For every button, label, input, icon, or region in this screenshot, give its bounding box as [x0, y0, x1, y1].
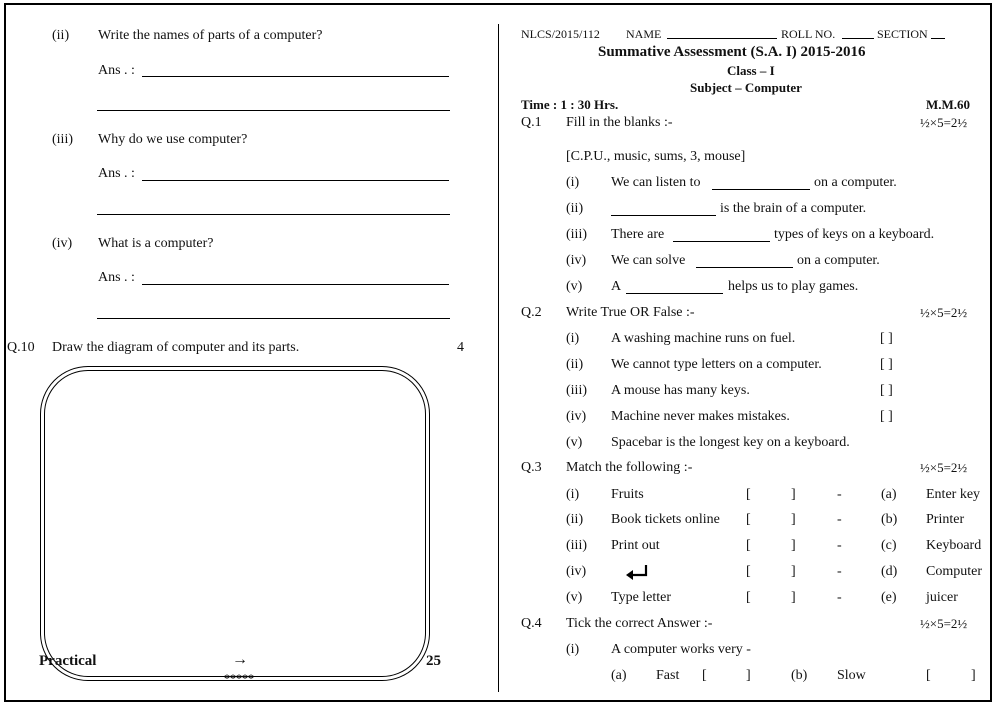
answer-line	[142, 284, 449, 285]
blank-line	[673, 241, 770, 242]
question-number: Q.4	[521, 616, 542, 631]
exam-title: Summative Assessment (S.A. I) 2015-2016	[598, 44, 866, 60]
question-marks: ½×5=2½	[920, 616, 968, 631]
answer-bracket: [ ]	[880, 357, 893, 372]
question-text: Why do we use computer?	[98, 132, 248, 147]
item-number: (v)	[566, 590, 583, 605]
match-right: Keyboard	[926, 538, 982, 553]
blank-text-before: We can listen to	[611, 175, 701, 190]
question-title: Match the following :-	[566, 460, 693, 475]
column-divider	[498, 24, 499, 692]
match-dash: -	[837, 590, 842, 605]
blank-line	[626, 293, 723, 294]
item-number: (iii)	[566, 383, 587, 398]
question-title: Tick the correct Answer :-	[566, 616, 713, 631]
word-bank: [C.P.U., music, sums, 3, mouse]	[566, 149, 746, 164]
blank-text-before: There are	[611, 227, 665, 242]
blank-text-before: We can solve	[611, 253, 686, 268]
answer-label: Ans . :	[98, 270, 135, 285]
blank-text-after: types of keys on a keyboard.	[774, 227, 935, 242]
bracket-open: [	[746, 512, 751, 527]
match-letter: (d)	[881, 564, 898, 579]
question-number: Q.2	[521, 305, 542, 320]
match-dash: -	[837, 512, 842, 527]
option-text: Fast	[656, 668, 680, 683]
blank-line	[712, 189, 810, 190]
drawing-box-inner	[44, 370, 426, 677]
option-letter: (b)	[791, 668, 808, 683]
option-letter: (a)	[611, 668, 627, 683]
item-number: (iv)	[566, 409, 587, 424]
bracket-close: ]	[791, 564, 796, 579]
item-number: (i)	[566, 487, 580, 502]
question-number: Q.1	[521, 115, 542, 130]
item-number: (i)	[566, 175, 580, 190]
item-number: (i)	[566, 642, 580, 657]
answer-line	[97, 110, 450, 111]
match-right: juicer	[926, 590, 958, 605]
bracket-open: [	[702, 668, 707, 683]
name-label: NAME	[626, 27, 662, 41]
enter-key-icon	[624, 563, 650, 581]
blank-line	[611, 215, 716, 216]
answer-line	[142, 180, 449, 181]
item-number: (v)	[566, 435, 583, 450]
section-label: SECTION	[877, 27, 928, 41]
item-number: (iii)	[566, 227, 587, 242]
end-stars: *****	[224, 671, 254, 685]
match-letter: (e)	[881, 590, 897, 605]
practical-marks: 25	[426, 653, 441, 669]
bracket-open: [	[746, 487, 751, 502]
answer-bracket: [ ]	[880, 331, 893, 346]
blank-text-before: A	[611, 279, 622, 294]
question-marks: ½×5=2½	[920, 305, 968, 320]
match-dash: -	[837, 564, 842, 579]
max-marks: M.M.60	[926, 97, 971, 112]
question-number: Q.3	[521, 460, 542, 475]
match-right: Printer	[926, 512, 965, 527]
paper-code: NLCS/2015/112	[521, 27, 600, 41]
subject-label: Subject – Computer	[690, 80, 802, 95]
bracket-open: [	[746, 538, 751, 553]
item-number: (iv)	[566, 564, 587, 579]
answer-line	[142, 76, 449, 77]
question-number: (ii)	[52, 28, 70, 43]
blank-text-after: helps us to play games.	[728, 279, 859, 294]
class-label: Class – I	[727, 63, 775, 78]
bracket-close: ]	[791, 590, 796, 605]
bracket-close: ]	[971, 668, 976, 683]
item-number: (iii)	[566, 538, 587, 553]
question-title: Write True OR False :-	[566, 305, 695, 320]
question-marks: 4	[457, 340, 464, 355]
blank-text-after: on a computer.	[814, 175, 897, 190]
question-text: A computer works very -	[611, 642, 751, 657]
bracket-open: [	[926, 668, 931, 683]
question-text: What is a computer?	[98, 236, 214, 251]
question-number: (iv)	[52, 236, 73, 251]
match-letter: (b)	[881, 512, 898, 527]
roll-field	[842, 38, 874, 39]
blank-text-after: on a computer.	[797, 253, 880, 268]
question-marks: ½×5=2½	[920, 460, 968, 475]
statement-text: A mouse has many keys.	[611, 383, 750, 398]
bracket-close: ]	[791, 487, 796, 502]
question-marks: ½×5=2½	[920, 115, 968, 130]
item-number: (v)	[566, 279, 583, 294]
section-field	[931, 38, 945, 39]
match-left: Book tickets online	[611, 512, 720, 527]
option-text: Slow	[837, 668, 866, 683]
match-letter: (a)	[881, 487, 897, 502]
match-dash: -	[837, 487, 842, 502]
bracket-open: [	[746, 564, 751, 579]
match-left: Fruits	[611, 487, 644, 502]
question-title: Fill in the blanks :-	[566, 115, 673, 130]
match-left: Type letter	[611, 590, 672, 605]
match-dash: -	[837, 538, 842, 553]
bracket-open: [	[746, 590, 751, 605]
name-field	[667, 38, 777, 39]
bracket-close: ]	[791, 538, 796, 553]
blank-line	[696, 267, 793, 268]
item-number: (ii)	[566, 357, 584, 372]
answer-bracket: [ ]	[880, 409, 893, 424]
statement-text: We cannot type letters on a computer.	[611, 357, 822, 372]
time-label: Time : 1 : 30 Hrs.	[521, 97, 619, 112]
statement-text: A washing machine runs on fuel.	[611, 331, 796, 346]
arrow-icon: →	[232, 651, 248, 668]
question-number: Q.10	[7, 340, 35, 355]
answer-label: Ans . :	[98, 63, 135, 78]
answer-label: Ans . :	[98, 166, 135, 181]
statement-text: Spacebar is the longest key on a keyboard.	[611, 435, 850, 450]
answer-line	[97, 214, 450, 215]
question-number: (iii)	[52, 132, 73, 147]
roll-label: ROLL NO.	[781, 27, 836, 41]
item-number: (iv)	[566, 253, 587, 268]
question-text: Write the names of parts of a computer?	[98, 28, 323, 43]
question-text: Draw the diagram of computer and its parts.	[52, 340, 300, 355]
bracket-close: ]	[791, 512, 796, 527]
item-number: (ii)	[566, 201, 584, 216]
blank-text-after: is the brain of a computer.	[720, 201, 867, 216]
bracket-close: ]	[746, 668, 751, 683]
match-right: Computer	[926, 564, 982, 579]
match-right: Enter key	[926, 487, 981, 502]
match-letter: (c)	[881, 538, 897, 553]
statement-text: Machine never makes mistakes.	[611, 409, 790, 424]
answer-line	[97, 318, 450, 319]
item-number: (ii)	[566, 512, 584, 527]
answer-bracket: [ ]	[880, 383, 893, 398]
match-left: Print out	[611, 538, 660, 553]
practical-label: Practical	[39, 653, 97, 669]
item-number: (i)	[566, 331, 580, 346]
